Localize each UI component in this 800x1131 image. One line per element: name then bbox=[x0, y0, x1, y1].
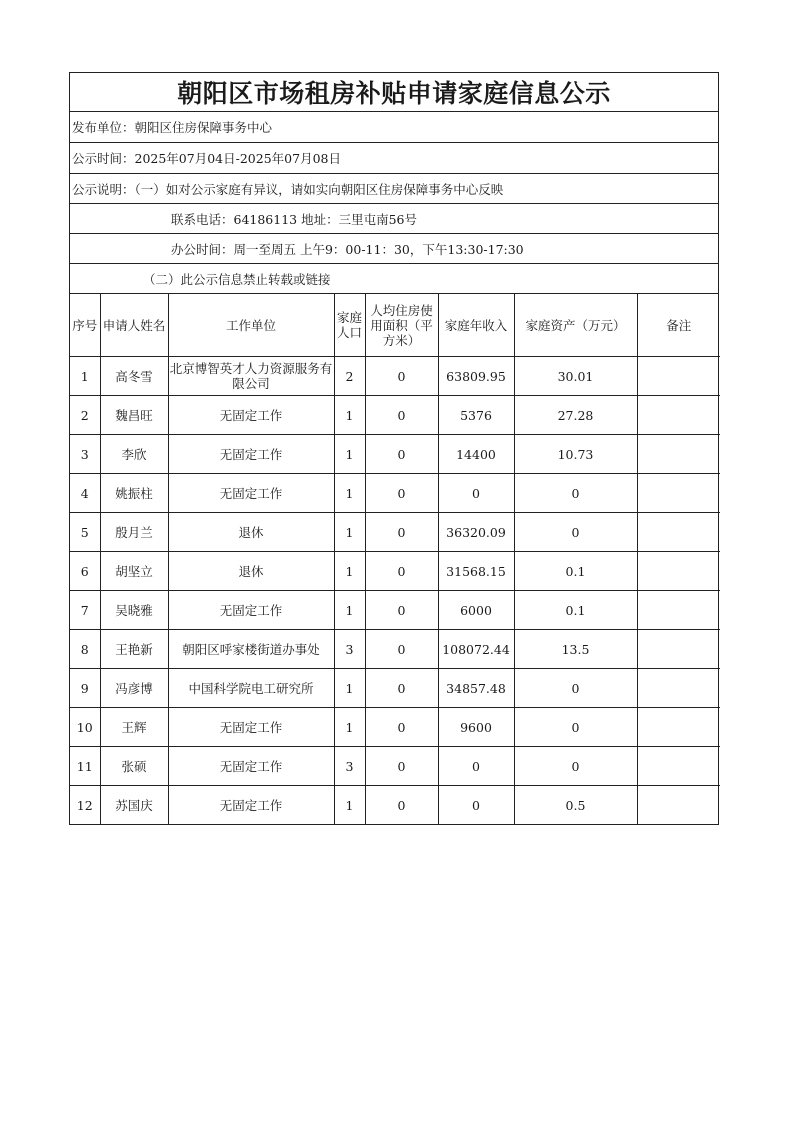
cell-name: 冯彦博 bbox=[100, 669, 168, 708]
table-row bbox=[70, 396, 720, 435]
cell-index: 3 bbox=[70, 435, 100, 474]
header-income: 家庭年收入 bbox=[438, 294, 514, 357]
cell-assets: 0.1 bbox=[514, 591, 637, 630]
table-row bbox=[70, 513, 720, 552]
cell-name: 张硕 bbox=[100, 747, 168, 786]
note-line-1: 公示说明：（一）如对公示家庭有异议，请如实向朝阳区住房保障事务中心反映 bbox=[70, 174, 718, 204]
cell-household-size: 1 bbox=[334, 708, 365, 747]
publisher-line: 发布单位：朝阳区住房保障事务中心 bbox=[70, 112, 718, 143]
cell-assets: 0.1 bbox=[514, 552, 637, 591]
cell-name: 苏国庆 bbox=[100, 786, 168, 825]
note-line-3: 办公时间：周一至周五 上午9：00-11：30，下午13:30-17:30 bbox=[70, 234, 718, 264]
cell-household-size: 1 bbox=[334, 474, 365, 513]
period-line: 公示时间：2025年07月04日-2025年07月08日 bbox=[70, 143, 718, 174]
cell-household-size: 1 bbox=[334, 552, 365, 591]
cell-area: 0 bbox=[365, 435, 438, 474]
cell-area: 0 bbox=[365, 396, 438, 435]
table-row bbox=[70, 786, 720, 825]
cell-area: 0 bbox=[365, 747, 438, 786]
cell-remarks bbox=[637, 747, 720, 786]
cell-remarks bbox=[637, 357, 720, 396]
cell-household-size: 1 bbox=[334, 396, 365, 435]
header-assets: 家庭资产（万元） bbox=[514, 294, 637, 357]
cell-assets: 30.01 bbox=[514, 357, 637, 396]
cell-income: 36320.09 bbox=[438, 513, 514, 552]
cell-area: 0 bbox=[365, 708, 438, 747]
cell-area: 0 bbox=[365, 357, 438, 396]
cell-income: 63809.95 bbox=[438, 357, 514, 396]
header-index: 序号 bbox=[70, 294, 100, 357]
cell-name: 姚振柱 bbox=[100, 474, 168, 513]
cell-income: 9600 bbox=[438, 708, 514, 747]
cell-income: 34857.48 bbox=[438, 669, 514, 708]
cell-household-size: 3 bbox=[334, 747, 365, 786]
table-row bbox=[70, 747, 720, 786]
cell-income: 0 bbox=[438, 474, 514, 513]
cell-area: 0 bbox=[365, 786, 438, 825]
cell-index: 5 bbox=[70, 513, 100, 552]
cell-income: 0 bbox=[438, 786, 514, 825]
cell-area: 0 bbox=[365, 474, 438, 513]
table-row bbox=[70, 357, 720, 396]
page-title: 朝阳区市场租房补贴申请家庭信息公示 bbox=[70, 73, 718, 112]
cell-income: 0 bbox=[438, 747, 514, 786]
cell-employer: 无固定工作 bbox=[168, 591, 334, 630]
cell-name: 殷月兰 bbox=[100, 513, 168, 552]
cell-remarks bbox=[637, 708, 720, 747]
cell-income: 5376 bbox=[438, 396, 514, 435]
cell-income: 6000 bbox=[438, 591, 514, 630]
cell-remarks bbox=[637, 630, 720, 669]
cell-income: 31568.15 bbox=[438, 552, 514, 591]
header-household-size: 家庭人口 bbox=[334, 294, 365, 357]
cell-remarks bbox=[637, 786, 720, 825]
cell-assets: 0 bbox=[514, 669, 637, 708]
cell-employer: 无固定工作 bbox=[168, 435, 334, 474]
table-row bbox=[70, 708, 720, 747]
cell-employer: 退休 bbox=[168, 552, 334, 591]
cell-remarks bbox=[637, 474, 720, 513]
header-remarks: 备注 bbox=[637, 294, 720, 357]
cell-assets: 13.5 bbox=[514, 630, 637, 669]
cell-name: 高冬雪 bbox=[100, 357, 168, 396]
cell-remarks bbox=[637, 591, 720, 630]
cell-household-size: 3 bbox=[334, 630, 365, 669]
cell-index: 10 bbox=[70, 708, 100, 747]
cell-employer: 退休 bbox=[168, 513, 334, 552]
cell-area: 0 bbox=[365, 669, 438, 708]
cell-income: 108072.44 bbox=[438, 630, 514, 669]
table-header-row bbox=[70, 294, 720, 357]
cell-household-size: 1 bbox=[334, 669, 365, 708]
cell-remarks bbox=[637, 513, 720, 552]
cell-name: 李欣 bbox=[100, 435, 168, 474]
cell-household-size: 1 bbox=[334, 591, 365, 630]
cell-remarks bbox=[637, 552, 720, 591]
cell-name: 胡坚立 bbox=[100, 552, 168, 591]
cell-employer: 朝阳区呼家楼街道办事处 bbox=[168, 630, 334, 669]
cell-area: 0 bbox=[365, 630, 438, 669]
notice-sheet bbox=[69, 72, 719, 825]
cell-remarks bbox=[637, 396, 720, 435]
cell-employer: 无固定工作 bbox=[168, 396, 334, 435]
cell-employer: 无固定工作 bbox=[168, 474, 334, 513]
table-row bbox=[70, 630, 720, 669]
cell-index: 7 bbox=[70, 591, 100, 630]
table-row bbox=[70, 669, 720, 708]
cell-assets: 10.73 bbox=[514, 435, 637, 474]
cell-name: 吴晓雅 bbox=[100, 591, 168, 630]
cell-name: 王艳新 bbox=[100, 630, 168, 669]
note-line-4: （二）此公示信息禁止转载或链接 bbox=[70, 264, 718, 294]
cell-assets: 0 bbox=[514, 747, 637, 786]
cell-household-size: 1 bbox=[334, 786, 365, 825]
table-row bbox=[70, 591, 720, 630]
table-row bbox=[70, 552, 720, 591]
cell-area: 0 bbox=[365, 552, 438, 591]
cell-assets: 0 bbox=[514, 708, 637, 747]
cell-household-size: 1 bbox=[334, 435, 365, 474]
cell-household-size: 1 bbox=[334, 513, 365, 552]
cell-employer: 无固定工作 bbox=[168, 786, 334, 825]
cell-household-size: 2 bbox=[334, 357, 365, 396]
header-area: 人均住房使用面积（平方米） bbox=[365, 294, 438, 357]
cell-index: 12 bbox=[70, 786, 100, 825]
cell-index: 4 bbox=[70, 474, 100, 513]
cell-area: 0 bbox=[365, 513, 438, 552]
cell-assets: 0 bbox=[514, 474, 637, 513]
cell-income: 14400 bbox=[438, 435, 514, 474]
note-line-2: 联系电话：64186113 地址：三里屯南56号 bbox=[70, 204, 718, 234]
header-employer: 工作单位 bbox=[168, 294, 334, 357]
applicant-table bbox=[70, 294, 720, 824]
cell-index: 9 bbox=[70, 669, 100, 708]
cell-index: 1 bbox=[70, 357, 100, 396]
cell-name: 魏昌旺 bbox=[100, 396, 168, 435]
cell-assets: 0 bbox=[514, 513, 637, 552]
cell-assets: 0.5 bbox=[514, 786, 637, 825]
cell-assets: 27.28 bbox=[514, 396, 637, 435]
cell-employer: 无固定工作 bbox=[168, 747, 334, 786]
cell-index: 2 bbox=[70, 396, 100, 435]
cell-name: 王辉 bbox=[100, 708, 168, 747]
table-row bbox=[70, 474, 720, 513]
cell-index: 11 bbox=[70, 747, 100, 786]
cell-employer: 无固定工作 bbox=[168, 708, 334, 747]
cell-employer: 中国科学院电工研究所 bbox=[168, 669, 334, 708]
cell-index: 8 bbox=[70, 630, 100, 669]
cell-employer: 北京博智英才人力资源服务有限公司 bbox=[168, 357, 334, 396]
table-row bbox=[70, 435, 720, 474]
cell-index: 6 bbox=[70, 552, 100, 591]
cell-remarks bbox=[637, 669, 720, 708]
header-name: 申请人姓名 bbox=[100, 294, 168, 357]
cell-area: 0 bbox=[365, 591, 438, 630]
cell-remarks bbox=[637, 435, 720, 474]
